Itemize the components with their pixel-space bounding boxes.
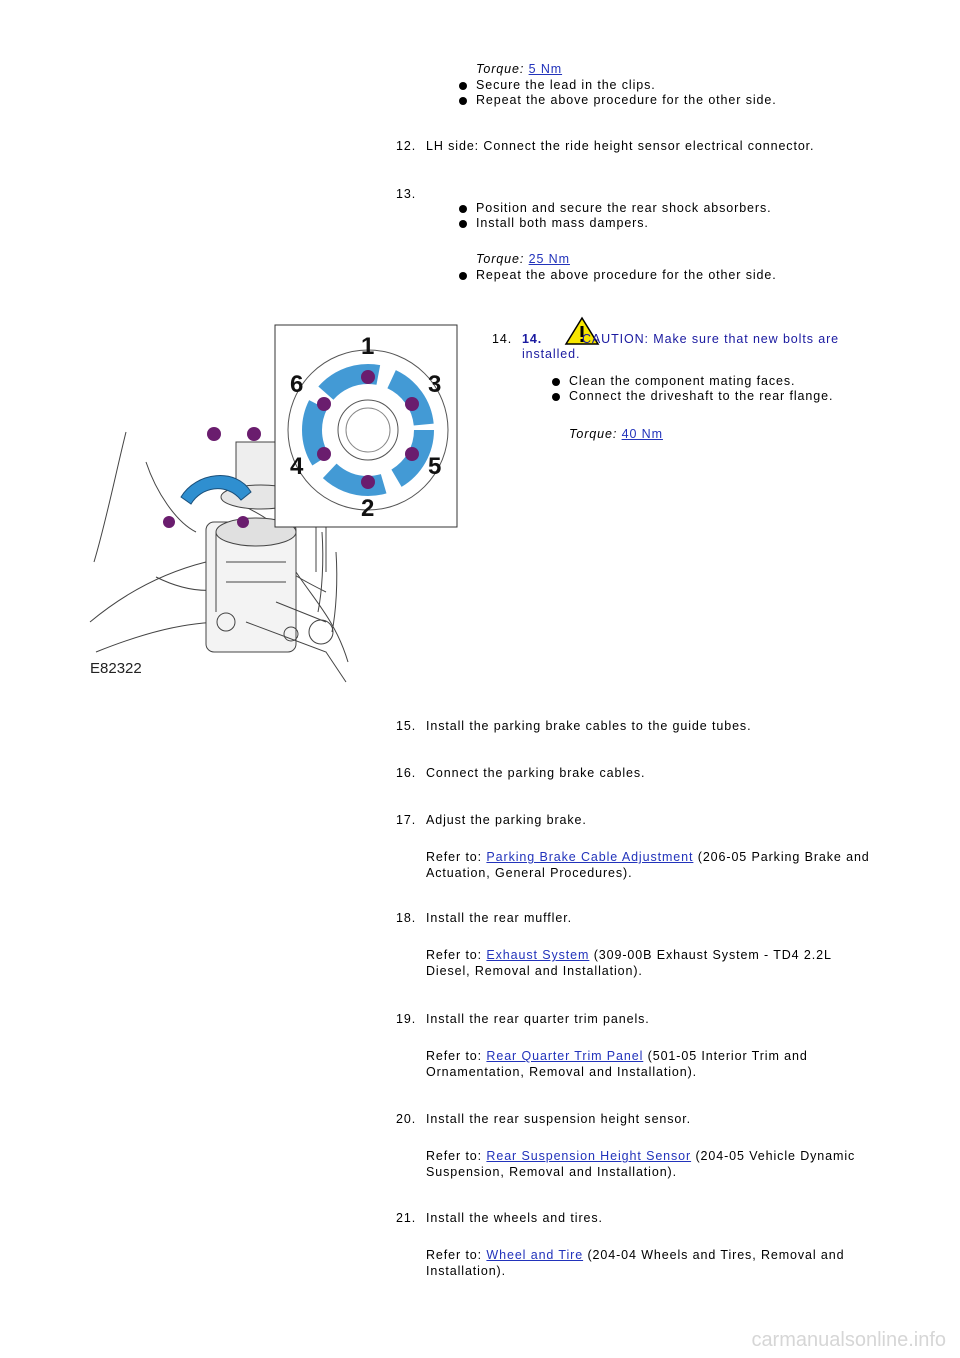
step-text: Install the wheels and tires. [426,1211,603,1225]
bullet-icon [552,378,560,386]
caution-text-line1: CAUTION: Make sure that new bolts are [582,332,839,346]
reference-link[interactable]: Wheel and Tire [486,1248,584,1262]
step-number: 18. [396,911,417,925]
reference: Refer to: Rear Quarter Trim Panel (501-05 Interior Trim and Ornamentation, Removal and Installation). [426,1049,808,1079]
step-number: 21. [396,1211,417,1225]
step-number: 20. [396,1112,417,1126]
caution-heading [522,332,839,346]
bullet-item: Connect the driveshaft to the rear flange. [569,389,833,403]
bullet-icon [459,97,467,105]
step-number: 16. [396,766,417,780]
inset-number: 3 [428,371,443,398]
step-number: 19. [396,1012,417,1026]
bullet-icon [459,272,467,280]
torque-line [476,252,570,266]
torque-value-link[interactable]: 25 Nm [528,252,570,266]
step-text: Install the rear muffler. [426,911,572,925]
step-text: Adjust the parking brake. [426,813,587,827]
bullet-item: Position and secure the rear shock absorbers. [476,201,772,215]
torque-value-link[interactable]: 5 Nm [528,62,563,76]
watermark: carmanualsonline.info [751,1329,946,1351]
inset-number: 5 [428,453,443,480]
inset-number: 6 [290,371,305,398]
bullet-item: Secure the lead in the clips. [476,78,656,92]
torque-value-link[interactable]: 40 Nm [621,427,663,441]
reference-link[interactable]: Rear Quarter Trim Panel [486,1049,644,1063]
bullet-item: Repeat the above procedure for the other side. [476,93,777,107]
figure-illustration [86,322,460,684]
torque-line [569,427,663,441]
inset-number: 2 [361,495,376,522]
step-text: LH side: Connect the ride height sensor electrical connector. [426,139,815,153]
torque-label: Torque: [569,427,618,441]
driveshaft-flange-diagram [86,322,460,684]
torque-line [476,62,562,76]
bullet-item: Clean the component mating faces. [569,374,795,388]
step-number: 17. [396,813,417,827]
reference: Refer to: Parking Brake Cable Adjustment (206-05 Parking Brake and Actuation, General Procedures). [426,850,870,880]
caution-text-line2: installed. [522,347,581,361]
step-text: Connect the parking brake cables. [426,766,646,780]
bullet-item: Install both mass dampers. [476,216,649,230]
reference-link[interactable]: Parking Brake Cable Adjustment [486,850,694,864]
reference: Refer to: Exhaust System (309-00B Exhaust System - TD4 2.2L Diesel, Removal and Installation). [426,948,832,978]
step-text: Install the rear suspension height sensor. [426,1112,692,1126]
step-text: Install the rear quarter trim panels. [426,1012,650,1026]
bullet-icon [459,82,467,90]
step-number: 14. [492,332,513,346]
bullet-item: Repeat the above procedure for the other side. [476,268,777,282]
bullet-icon [459,205,467,213]
bullet-icon [552,393,560,401]
torque-label: Torque: [476,62,525,76]
step-number: 12. [396,139,417,153]
inset-number: 1 [361,333,376,360]
reference: Refer to: Wheel and Tire (204-04 Wheels and Tires, Removal and Installation). [426,1248,845,1278]
caution-step-number: 14. [522,332,543,346]
step-number: 15. [396,719,417,733]
figure-code: E82322 [90,660,142,677]
reference-link[interactable]: Exhaust System [486,948,590,962]
reference-link[interactable]: Rear Suspension Height Sensor [486,1149,692,1163]
step-number: 13. [396,187,417,201]
step-text: Install the parking brake cables to the guide tubes. [426,719,752,733]
inset-number: 4 [290,453,305,480]
bullet-icon [459,220,467,228]
reference: Refer to: Rear Suspension Height Sensor (204-05 Vehicle Dynamic Suspension, Removal and Installation). [426,1149,856,1179]
torque-label: Torque: [476,252,525,266]
